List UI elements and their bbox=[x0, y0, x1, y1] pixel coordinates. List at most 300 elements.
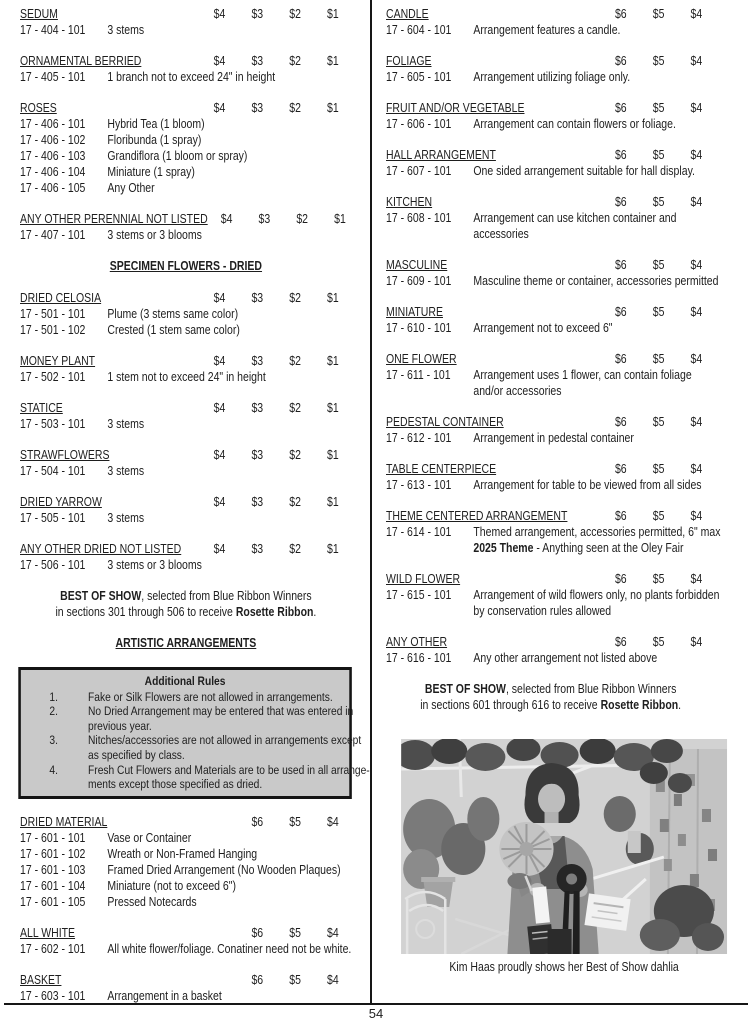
class-row bbox=[386, 524, 721, 556]
category-header bbox=[20, 211, 352, 227]
category-header bbox=[20, 541, 352, 557]
category-title: DRIED YARROW bbox=[20, 495, 102, 509]
rule-item bbox=[29, 704, 354, 733]
right-column bbox=[386, 6, 721, 975]
class-row bbox=[20, 22, 352, 38]
class-row bbox=[20, 306, 352, 322]
category-title: DRIED MATERIAL bbox=[20, 814, 108, 829]
premium-amount: $6 bbox=[614, 462, 627, 476]
category-title: THEME CENTERED ARRANGEMENT bbox=[386, 509, 568, 523]
premium-amount: $4 bbox=[690, 635, 703, 649]
category-header bbox=[386, 351, 715, 367]
class-code: 17 - 610 - 101 bbox=[386, 321, 452, 335]
class-description bbox=[107, 510, 351, 526]
category bbox=[386, 461, 715, 493]
premium-amount: $4 bbox=[690, 54, 703, 68]
rule-number: 4. bbox=[49, 762, 58, 777]
premium-amount: $2 bbox=[289, 495, 301, 509]
class-row bbox=[20, 988, 352, 1004]
class-row bbox=[20, 416, 352, 432]
category-title: STATICE bbox=[20, 401, 63, 415]
premium-amount: $4 bbox=[213, 291, 226, 305]
class-description bbox=[107, 878, 351, 894]
premium-amount: $1 bbox=[327, 495, 339, 509]
class-row bbox=[20, 862, 352, 878]
class-code: 17 - 615 - 101 bbox=[386, 588, 452, 602]
category bbox=[20, 814, 352, 910]
section-heading: SPECIMEN FLOWERS - DRIED bbox=[109, 259, 263, 273]
bold-text: BEST OF SHOW bbox=[60, 589, 142, 603]
class-code: 17 - 601 - 101 bbox=[20, 830, 86, 845]
text: , selected from Blue Ribbon Winners bbox=[505, 682, 677, 696]
class-code: 17 - 404 - 101 bbox=[20, 23, 86, 37]
category-title: ONE FLOWER bbox=[386, 352, 457, 366]
premium-amount: $5 bbox=[652, 462, 665, 476]
class-row bbox=[386, 163, 715, 179]
category bbox=[386, 414, 715, 446]
category bbox=[20, 211, 352, 243]
class-code: 17 - 601 - 105 bbox=[20, 894, 86, 909]
category-header bbox=[20, 925, 352, 941]
premium-amount: $5 bbox=[652, 635, 665, 649]
class-description-line: 3 stems bbox=[107, 464, 145, 478]
premium-amount: $5 bbox=[289, 925, 301, 940]
class-row bbox=[20, 463, 352, 479]
class-description-line: Pressed Notecards bbox=[107, 894, 197, 909]
premium-amount: $1 bbox=[327, 54, 339, 68]
class-row bbox=[386, 69, 715, 85]
class-code: 17 - 614 - 101 bbox=[386, 525, 452, 539]
premium-amount: $1 bbox=[327, 101, 339, 115]
class-row bbox=[20, 894, 352, 910]
category-header bbox=[20, 6, 352, 22]
category-title: KITCHEN bbox=[386, 195, 433, 209]
premium-amount: $4 bbox=[327, 972, 339, 987]
premium-amount: $1 bbox=[327, 291, 339, 305]
category-header bbox=[386, 194, 715, 210]
class-code: 17 - 406 - 101 bbox=[20, 117, 86, 131]
category-title: CANDLE bbox=[386, 7, 429, 21]
premium-amount: $5 bbox=[652, 415, 665, 429]
class-description-line: Floribunda (1 spray) bbox=[107, 133, 202, 147]
category bbox=[386, 194, 715, 242]
rule-item bbox=[29, 762, 370, 792]
premium-amount: $3 bbox=[251, 54, 264, 68]
premium-amount: $2 bbox=[289, 542, 301, 556]
premium-amount: $4 bbox=[690, 7, 703, 21]
category bbox=[386, 508, 721, 556]
class-description bbox=[473, 587, 719, 619]
class-row bbox=[20, 846, 352, 862]
category-title: ALL WHITE bbox=[20, 925, 76, 940]
class-code: 17 - 503 - 101 bbox=[20, 417, 86, 431]
class-description-line: Themed arrangement, accessories permitted, 6" max bbox=[473, 525, 721, 539]
text: , selected from Blue Ribbon Winners bbox=[141, 589, 312, 603]
class-description-line: Arrangement can use kitchen container and bbox=[473, 211, 677, 225]
category-header bbox=[386, 461, 715, 477]
premium-amount: $3 bbox=[251, 354, 264, 368]
note-line bbox=[386, 697, 715, 713]
category-header bbox=[20, 447, 352, 463]
class-row bbox=[20, 116, 352, 132]
class-row bbox=[20, 830, 352, 846]
category bbox=[386, 53, 715, 85]
class-description bbox=[107, 369, 351, 385]
class-description-line: Vase or Container bbox=[107, 830, 192, 845]
rule-text bbox=[88, 690, 341, 705]
premium-amount: $4 bbox=[213, 354, 226, 368]
premium-amount: $3 bbox=[258, 212, 271, 226]
best-of-show-note bbox=[20, 588, 352, 620]
additional-rules-box bbox=[18, 667, 370, 799]
premium-amount: $6 bbox=[614, 258, 627, 272]
premium-amount: $5 bbox=[652, 7, 665, 21]
category bbox=[20, 925, 352, 957]
class-description-line: 3 stems bbox=[107, 511, 145, 525]
class-code: 17 - 605 - 101 bbox=[386, 70, 452, 84]
rule-text-line: as specified by class. bbox=[88, 747, 185, 762]
category-header bbox=[20, 494, 352, 510]
premium-amount: $2 bbox=[289, 354, 301, 368]
premium-amount: $4 bbox=[690, 305, 703, 319]
premium-amount: $4 bbox=[213, 7, 226, 21]
category-header bbox=[386, 53, 715, 69]
category-header bbox=[386, 634, 715, 650]
class-description bbox=[473, 367, 715, 399]
premium-amount: $4 bbox=[690, 415, 703, 429]
premium-amount: $1 bbox=[327, 401, 339, 415]
bold-text: 2025 Theme bbox=[473, 541, 534, 555]
category-header bbox=[386, 6, 715, 22]
class-row bbox=[386, 273, 719, 289]
premium-amount: $4 bbox=[213, 101, 226, 115]
premium-amount: $2 bbox=[289, 54, 301, 68]
class-description-line: Arrangement in pedestal container bbox=[473, 431, 634, 445]
category-title: FOLIAGE bbox=[386, 54, 432, 68]
class-row bbox=[20, 941, 352, 957]
category-header bbox=[386, 147, 715, 163]
category-title: MASCULINE bbox=[386, 258, 448, 272]
premium-amount: $5 bbox=[652, 258, 665, 272]
class-code: 17 - 603 - 101 bbox=[20, 988, 86, 1003]
category-header bbox=[20, 400, 352, 416]
class-description-line: Any other arrangement not listed above bbox=[473, 651, 658, 665]
class-description-line: Arrangement can contain flowers or foliage. bbox=[473, 117, 676, 131]
class-description-line: Arrangement for table to be viewed from all sides bbox=[473, 478, 702, 492]
category-header bbox=[386, 571, 715, 587]
class-row bbox=[386, 210, 715, 242]
class-code: 17 - 611 - 101 bbox=[386, 368, 451, 382]
premium-amount: $5 bbox=[652, 509, 665, 523]
class-row bbox=[20, 878, 352, 894]
class-code: 17 - 505 - 101 bbox=[20, 511, 86, 525]
category-header bbox=[20, 353, 352, 369]
class-description-line: by conservation rules allowed bbox=[473, 604, 612, 618]
class-description bbox=[107, 846, 351, 862]
class-description bbox=[107, 862, 351, 878]
class-description bbox=[473, 477, 715, 493]
class-description-line bbox=[473, 540, 720, 556]
text: - Anything seen at the Oley Fair bbox=[533, 541, 684, 555]
best-of-show-photo bbox=[401, 739, 727, 975]
category-title: ANY OTHER DRIED NOT LISTED bbox=[20, 542, 182, 556]
class-description bbox=[107, 132, 351, 148]
bold-text: Rosette Ribbon bbox=[600, 698, 679, 712]
premium-amount: $4 bbox=[690, 352, 703, 366]
class-row bbox=[20, 180, 352, 196]
premium-amount: $3 bbox=[251, 401, 264, 415]
premium-amount: $2 bbox=[289, 401, 301, 415]
category-header bbox=[20, 814, 352, 830]
premium-amount: $4 bbox=[213, 54, 226, 68]
category-header bbox=[20, 972, 352, 988]
premium-amount: $4 bbox=[690, 509, 703, 523]
class-description bbox=[107, 180, 351, 196]
category-header bbox=[386, 100, 715, 116]
right-column-content bbox=[386, 6, 721, 975]
category-header bbox=[20, 53, 352, 69]
class-description bbox=[107, 148, 351, 164]
class-description-line: Wreath or Non-Framed Hanging bbox=[107, 846, 258, 861]
category-title: DRIED CELOSIA bbox=[20, 291, 102, 305]
text: . bbox=[678, 698, 682, 712]
category-header bbox=[386, 304, 715, 320]
class-description bbox=[107, 988, 351, 1004]
rule-item bbox=[29, 733, 362, 762]
category bbox=[20, 400, 352, 432]
class-code: 17 - 604 - 101 bbox=[386, 23, 452, 37]
premium-amount: $1 bbox=[327, 354, 339, 368]
class-row bbox=[20, 164, 352, 180]
class-code: 17 - 601 - 103 bbox=[20, 862, 86, 877]
premium-amount: $4 bbox=[213, 495, 226, 509]
class-code: 17 - 406 - 105 bbox=[20, 181, 86, 195]
class-description bbox=[473, 524, 720, 556]
class-row bbox=[386, 22, 715, 38]
class-description-line: Plume (3 stems same color) bbox=[107, 307, 239, 321]
category bbox=[20, 972, 352, 1004]
text: in sections 301 through 506 to receive bbox=[55, 605, 236, 619]
class-description bbox=[107, 322, 351, 338]
text: in sections 601 through 616 to receive bbox=[420, 698, 601, 712]
premium-amount: $6 bbox=[251, 972, 264, 987]
rule-text-line: No Dried Arrangement may be entered that was entered in bbox=[88, 704, 354, 719]
premium-amount: $5 bbox=[652, 101, 665, 115]
rule-text bbox=[88, 733, 361, 762]
class-code: 17 - 405 - 101 bbox=[20, 70, 86, 84]
left-column bbox=[20, 6, 370, 1019]
class-description-line: 1 branch not to exceed 24" in height bbox=[107, 70, 276, 84]
column-divider bbox=[370, 0, 372, 1003]
premium-amount: $6 bbox=[614, 101, 627, 115]
class-code: 17 - 607 - 101 bbox=[386, 164, 452, 178]
class-row bbox=[20, 69, 352, 85]
premium-amount: $4 bbox=[690, 101, 703, 115]
category-title: HALL ARRANGEMENT bbox=[386, 148, 496, 162]
category bbox=[20, 53, 352, 85]
category bbox=[386, 147, 715, 179]
class-description-line: Arrangement uses 1 flower, can contain foliage bbox=[473, 368, 692, 382]
rule-text-line: Nitches/accessories are not allowed in arrangements except bbox=[88, 733, 362, 748]
category bbox=[20, 353, 352, 385]
class-description-line: 3 stems or 3 blooms bbox=[107, 228, 202, 242]
class-description-line: 3 stems bbox=[107, 417, 145, 431]
rule-text-line: Fake or Silk Flowers are not allowed in arrangements. bbox=[88, 689, 333, 704]
photo-caption: Kim Haas proudly shows her Best of Show dahlia bbox=[449, 960, 679, 974]
class-description bbox=[107, 306, 351, 322]
premium-amount: $6 bbox=[614, 572, 627, 586]
rule-number: 1. bbox=[49, 689, 58, 704]
class-code: 17 - 501 - 102 bbox=[20, 323, 86, 337]
left-column-content bbox=[20, 6, 370, 1004]
premium-amount: $2 bbox=[289, 7, 301, 21]
class-description-line: Miniature (not to exceed 6") bbox=[107, 878, 236, 893]
premium-amount: $4 bbox=[690, 572, 703, 586]
premium-amount: $6 bbox=[614, 635, 627, 649]
category bbox=[20, 100, 352, 196]
bold-text: Rosette Ribbon bbox=[235, 605, 314, 619]
category-header bbox=[386, 257, 715, 273]
class-description-line: Crested (1 stem same color) bbox=[107, 323, 240, 337]
class-description-line: 3 stems bbox=[107, 23, 145, 37]
class-code: 17 - 613 - 101 bbox=[386, 478, 452, 492]
premium-amount: $4 bbox=[327, 925, 339, 940]
category-title: SEDUM bbox=[20, 7, 58, 21]
category-title: FRUIT AND/OR VEGETABLE bbox=[386, 101, 525, 115]
section-heading: ARTISTIC ARRANGEMENTS bbox=[115, 636, 257, 650]
category-title: ANY OTHER bbox=[386, 635, 448, 649]
best-of-show-note bbox=[386, 681, 715, 713]
class-description bbox=[107, 894, 351, 910]
category-title: ANY OTHER PERENNIAL NOT LISTED bbox=[20, 212, 208, 226]
premium-amount: $4 bbox=[690, 148, 703, 162]
category-title: STRAWFLOWERS bbox=[20, 448, 110, 462]
note-line bbox=[20, 588, 352, 604]
rule-text-line: Fresh Cut Flowers and Materials are to be used in all arrange- bbox=[88, 762, 370, 777]
class-description bbox=[473, 22, 715, 38]
category bbox=[386, 351, 715, 399]
class-row bbox=[20, 227, 352, 243]
class-code: 17 - 406 - 104 bbox=[20, 165, 86, 179]
rule-text bbox=[88, 704, 353, 733]
class-description-line: Any Other bbox=[107, 181, 155, 195]
class-row bbox=[20, 132, 352, 148]
premium-amount: $5 bbox=[289, 972, 301, 987]
premium-amount: $6 bbox=[614, 7, 627, 21]
class-row bbox=[20, 148, 352, 164]
class-code: 17 - 602 - 101 bbox=[20, 941, 86, 956]
category-title: TABLE CENTERPIECE bbox=[386, 462, 497, 476]
category-title: PEDESTAL CONTAINER bbox=[386, 415, 504, 429]
class-description bbox=[473, 116, 715, 132]
class-row bbox=[20, 369, 352, 385]
category-title: WILD FLOWER bbox=[386, 572, 461, 586]
premium-amount: $6 bbox=[614, 195, 627, 209]
class-description-line: Arrangement of wild flowers only, no plants forbidden bbox=[473, 588, 720, 602]
class-code: 17 - 609 - 101 bbox=[386, 274, 452, 288]
premium-amount: $3 bbox=[251, 448, 264, 462]
category-title: MINIATURE bbox=[386, 305, 443, 319]
class-code: 17 - 406 - 102 bbox=[20, 133, 86, 147]
premium-amount: $4 bbox=[690, 462, 703, 476]
class-row bbox=[386, 430, 715, 446]
premium-amount: $6 bbox=[614, 509, 627, 523]
class-description-line: Masculine theme or container, accessories permitted bbox=[473, 274, 719, 288]
class-description bbox=[473, 163, 715, 179]
premium-amount: $6 bbox=[614, 415, 627, 429]
class-row bbox=[386, 320, 715, 336]
category bbox=[20, 6, 352, 38]
category bbox=[20, 290, 352, 338]
class-description bbox=[107, 227, 351, 243]
best-of-show-photo-image bbox=[401, 739, 727, 954]
class-row bbox=[386, 650, 715, 666]
rule-number: 2. bbox=[49, 704, 58, 719]
class-code: 17 - 506 - 101 bbox=[20, 558, 86, 572]
class-code: 17 - 504 - 101 bbox=[20, 464, 86, 478]
class-description bbox=[107, 22, 351, 38]
category-header bbox=[20, 100, 352, 116]
class-description-line: Framed Dried Arrangement (No Wooden Plaques) bbox=[107, 862, 341, 877]
class-description bbox=[107, 557, 351, 573]
class-description bbox=[107, 116, 351, 132]
category-header bbox=[386, 508, 715, 524]
premium-amount: $6 bbox=[614, 54, 627, 68]
category bbox=[20, 447, 352, 479]
premium-amount: $2 bbox=[289, 101, 301, 115]
text: . bbox=[313, 605, 317, 619]
premium-amount: $3 bbox=[251, 101, 264, 115]
class-code: 17 - 501 - 101 bbox=[20, 307, 86, 321]
premium-amount: $3 bbox=[251, 7, 264, 21]
class-row bbox=[20, 322, 352, 338]
category bbox=[20, 494, 352, 526]
class-description-line: Miniature (1 spray) bbox=[107, 165, 195, 179]
premium-amount: $4 bbox=[213, 401, 226, 415]
class-description-line: and/or accessories bbox=[473, 384, 562, 398]
class-description-line: accessories bbox=[473, 227, 529, 241]
class-description-line: 1 stem not to exceed 24" in height bbox=[107, 370, 266, 384]
bold-text: BEST OF SHOW bbox=[424, 682, 506, 696]
class-row bbox=[386, 367, 715, 399]
class-code: 17 - 407 - 101 bbox=[20, 228, 86, 242]
class-description bbox=[107, 416, 351, 432]
note-line bbox=[20, 604, 352, 620]
category-title: MONEY PLANT bbox=[20, 354, 96, 368]
class-description-line: 3 stems or 3 blooms bbox=[107, 558, 202, 572]
class-description bbox=[473, 650, 715, 666]
class-description bbox=[473, 69, 715, 85]
class-description-line: Arrangement not to exceed 6" bbox=[473, 321, 613, 335]
class-description-line: One sided arrangement suitable for hall display. bbox=[473, 164, 695, 178]
premium-amount: $4 bbox=[690, 195, 703, 209]
class-code: 17 - 612 - 101 bbox=[386, 431, 452, 445]
class-row bbox=[386, 116, 715, 132]
page-number: 54 bbox=[368, 1006, 384, 1021]
premium-amount: $5 bbox=[652, 54, 665, 68]
premium-amount: $2 bbox=[289, 291, 301, 305]
rule-number: 3. bbox=[49, 733, 58, 748]
premium-amount: $4 bbox=[690, 258, 703, 272]
rule-text-line: ments except those specified as dried. bbox=[88, 777, 263, 792]
class-description-line: Arrangement features a candle. bbox=[473, 23, 621, 37]
premium-amount: $1 bbox=[334, 212, 346, 226]
class-description-line: All white flower/foliage. Conatiner need not be white. bbox=[107, 941, 352, 956]
premium-amount: $5 bbox=[652, 195, 665, 209]
category bbox=[20, 541, 352, 573]
category bbox=[386, 100, 715, 132]
premium-amount: $4 bbox=[327, 814, 339, 829]
